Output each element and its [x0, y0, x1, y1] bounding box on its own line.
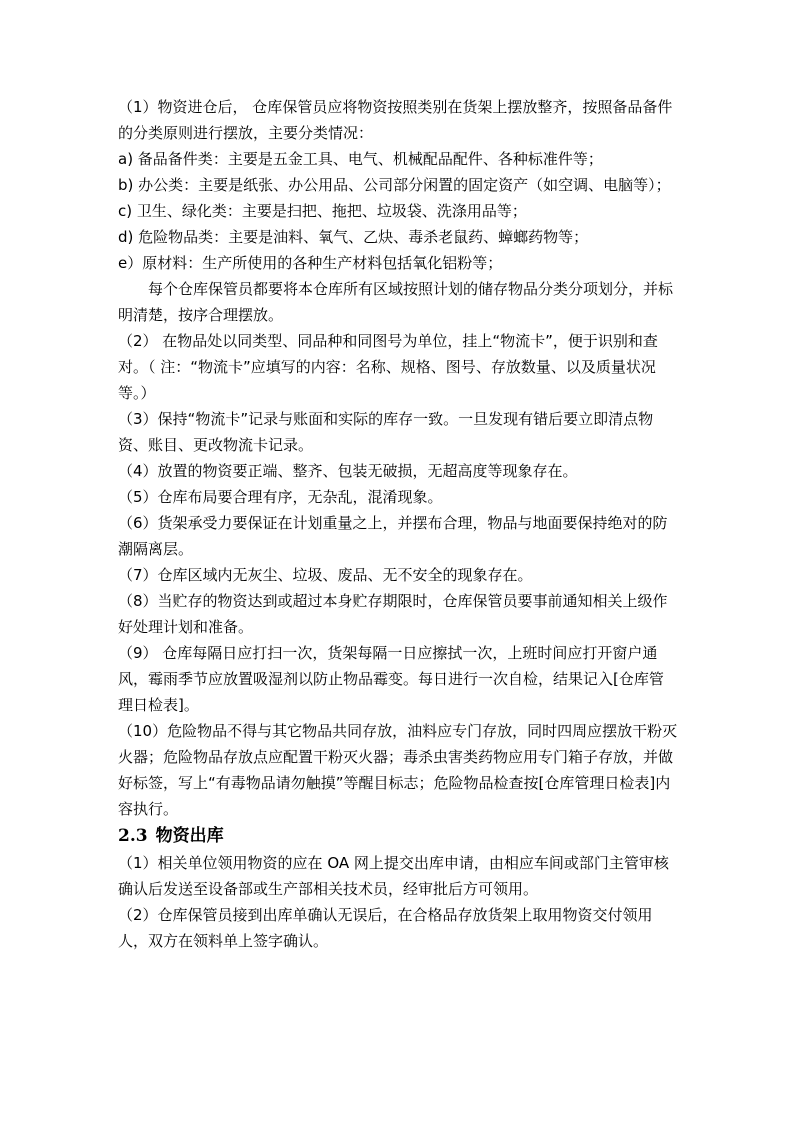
- list-item-c: c) 卫生、绿化类：主要是扫把、拖把、垃圾袋、洗涤用品等；: [118, 202, 527, 220]
- list-item-e: e）原材料：生产所使用的各种生产材料包括氧化铝粉等；: [118, 254, 503, 272]
- section-heading: [118, 822, 678, 850]
- paragraph-8: （8）当贮存的物资达到或超过本身贮存期限时，仓库保管员要事前通知相关上级作好处理计划和准备。: [118, 592, 668, 636]
- paragraph-1-note: 每个仓库保管员都要将本仓库所有区域按照计划的储存物品分类分项划分，并标明清楚，按序合理摆放。: [118, 280, 674, 324]
- paragraph-5: （5）仓库布局要合理有序，无杂乱，混淆现象。: [118, 488, 443, 506]
- paragraph-2: （2） 在物品处以同类型、同品种和同图号为单位，挂上“物流卡”，便于识别和查对。（ 注：“物流卡”应填写的内容：名称、规格、图号、存放数量、以及质量状况等。）: [118, 332, 658, 402]
- paragraph-4: （4）放置的物资要正端、整齐、包装无破损，无超高度等现象存在。: [118, 462, 578, 480]
- outbound-paragraph-2: （2）仓库保管员接到出库单确认无误后，在合格品存放货架上取用物资交付领用人，双方在领料单上签字确认。: [118, 906, 653, 950]
- document-body: [118, 94, 678, 954]
- paragraph-7: （7）仓库区域内无灰尘、垃圾、废品、无不安全的现象存在。: [118, 566, 533, 584]
- list-item-d: d) 危险物品类：主要是油料、氧气、乙炔、毒杀老鼠药、蟑螂药物等；: [118, 228, 589, 246]
- section-title: 物资出库: [155, 826, 224, 846]
- paragraph-9: （9） 仓库每隔日应打扫一次，货架每隔一日应擦拭一次，上班时间应打开窗户通风，霉雨季节应放置吸湿剂以防止物品霉变。每日进行一次自检，结果记入[仓库管理日检表]。: [118, 644, 664, 714]
- paragraph-1: （1）物资进仓后， 仓库保管员应将物资按照类别在货架上摆放整齐，按照备品备件的分类原则进行摆放，主要分类情况：: [118, 98, 673, 142]
- paragraph-6: （6）货架承受力要保证在计划重量之上，并摆布合理，物品与地面要保持绝对的防潮隔离层。: [118, 514, 668, 558]
- section-number: 2.3: [118, 826, 148, 846]
- outbound-paragraph-1: （1）相关单位领用物资的应在 OA 网上提交出库申请，由相应车间或部门主管审核确认后发送至设备部或生产部相关技术员，经审批后方可领用。: [118, 854, 669, 898]
- list-item-a: a) 备品备件类：主要是五金工具、电气、机械配品配件、各种标准件等；: [118, 150, 603, 168]
- paragraph-3: （3）保持“物流卡”记录与账面和实际的库存一致。一旦发现有错后要立即清点物资、账目、更改物流卡记录。: [118, 410, 654, 454]
- list-item-b: b) 办公类：主要是纸张、办公用品、公司部分闲置的固定资产（如空调、电脑等）；: [118, 176, 671, 194]
- paragraph-10: （10）危险物品不得与其它物品共同存放，油料应专门存放，同时四周应摆放干粉灭火器；危险物品存放点应配置干粉灭火器；毒杀虫害类药物应用专门箱子存放，并做好标签，写上“有毒物品请勿触摸”等醒目标志；危险物品检查按[仓库管理日检表]内容执行。: [118, 722, 678, 818]
